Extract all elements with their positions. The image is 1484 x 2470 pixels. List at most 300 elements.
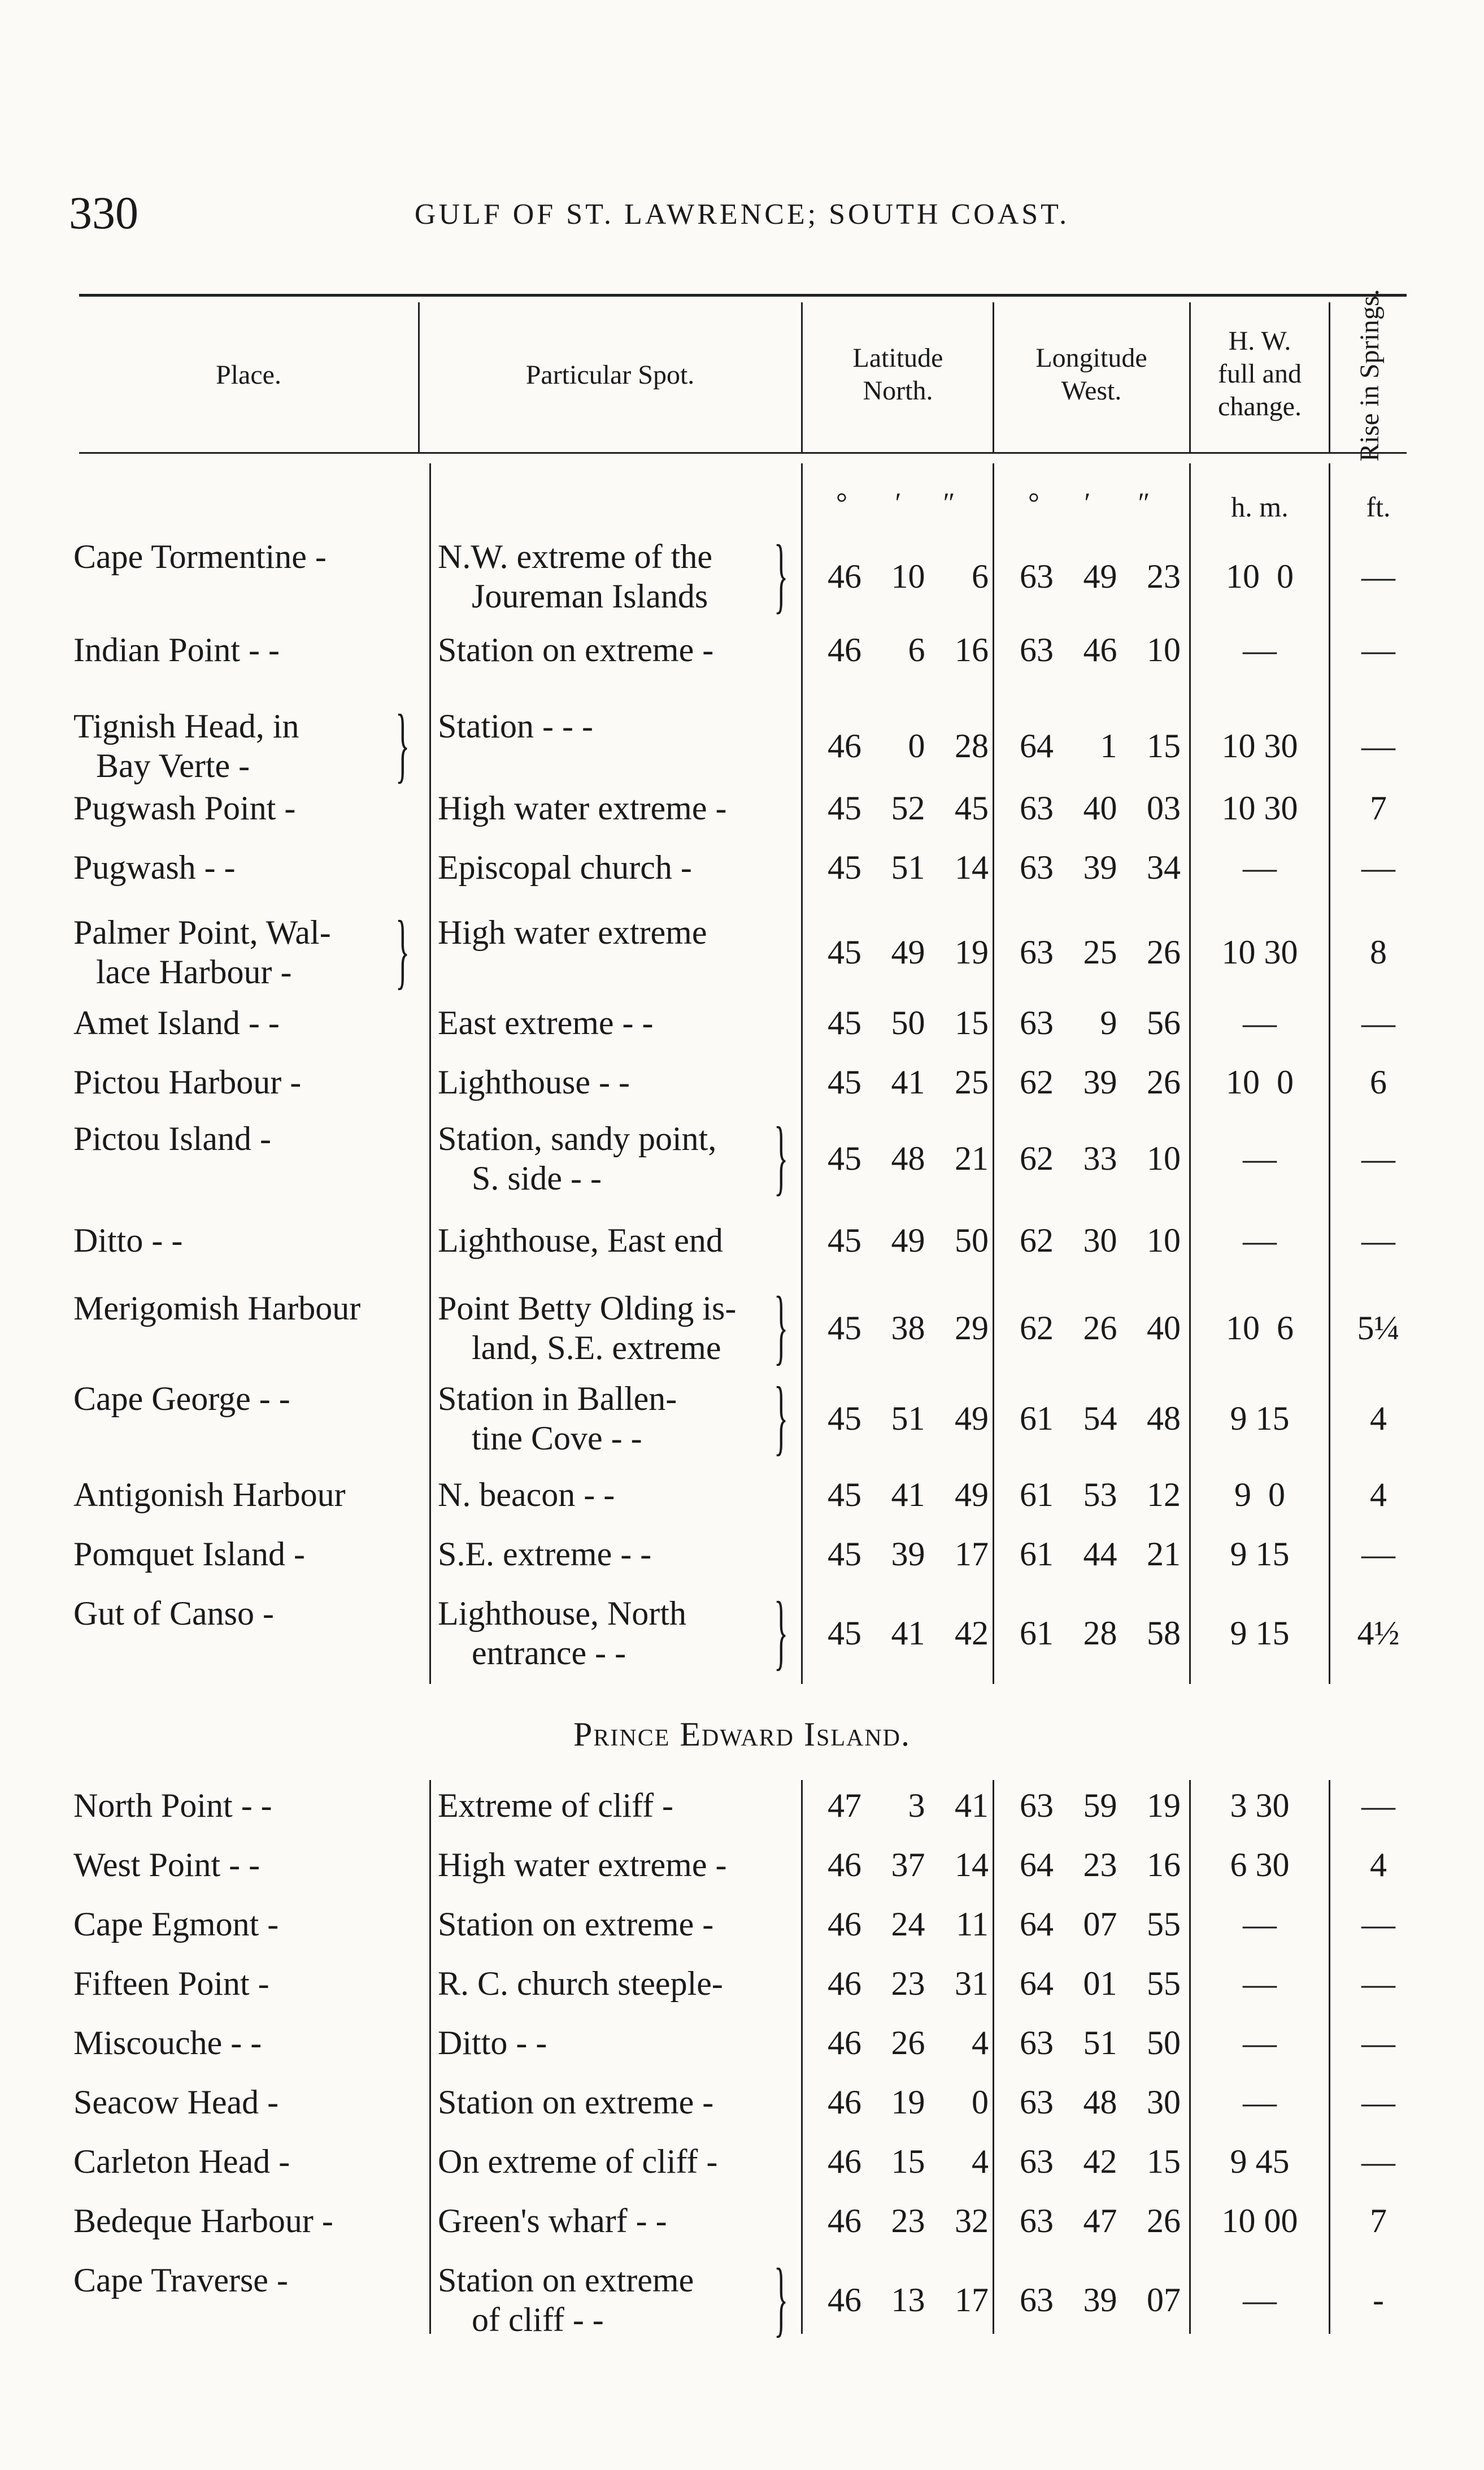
high-water-time: 10 0 xyxy=(1226,1063,1294,1101)
rise-in-springs: — xyxy=(1361,2143,1395,2180)
lat-deg: 46 xyxy=(828,631,861,668)
latitude xyxy=(808,1613,989,1653)
lon-min: 49 xyxy=(1083,558,1117,595)
col-divider xyxy=(993,463,994,1684)
longitude xyxy=(1000,1139,1181,1178)
lon-deg: 63 xyxy=(1020,2143,1054,2180)
rise-in-springs: — xyxy=(1361,631,1395,668)
lat-deg: 45 xyxy=(828,1476,861,1513)
longitude xyxy=(1000,2142,1181,2181)
lon-deg: 63 xyxy=(1020,2202,1054,2239)
longitude xyxy=(1000,1904,1181,1944)
longitude xyxy=(1000,932,1181,972)
lat-min: 41 xyxy=(891,1476,925,1513)
latitude xyxy=(808,932,989,972)
lon-min: 25 xyxy=(1083,934,1117,971)
particular-spot: N. beacon - - xyxy=(438,1476,615,1513)
particular-spot: Green's wharf - - xyxy=(438,2202,667,2239)
rise-in-springs: 4 xyxy=(1370,1400,1387,1437)
lon-min: 54 xyxy=(1083,1400,1117,1437)
lat-min: 0 xyxy=(908,727,925,765)
lat-sec: 6 xyxy=(972,558,989,595)
lat-deg: 46 xyxy=(828,2083,861,2121)
lon-sec: 03 xyxy=(1147,789,1181,827)
longitude xyxy=(1000,726,1181,766)
lon-deg: 64 xyxy=(1020,727,1054,765)
lon-sec: 10 xyxy=(1147,1222,1181,1259)
lon-sec: 15 xyxy=(1147,727,1181,765)
lat-sec: 14 xyxy=(955,849,989,886)
lat-deg: 46 xyxy=(828,2024,861,2061)
rise-in-springs: 7 xyxy=(1370,789,1387,827)
lat-min: 37 xyxy=(891,1846,925,1883)
high-water-time: 6 30 xyxy=(1230,1846,1290,1883)
longitude xyxy=(1000,2023,1181,2063)
lat-min: 26 xyxy=(891,2024,925,2061)
lon-deg: 62 xyxy=(1020,1063,1054,1101)
brace: } xyxy=(774,1585,789,1678)
particular-spot-cont: land, S.E. extreme xyxy=(472,1329,721,1366)
lat-sec: 49 xyxy=(955,1476,989,1513)
place-name: Miscouche - - xyxy=(73,2024,262,2061)
lon-min: 51 xyxy=(1083,2024,1117,2061)
high-water-time: — xyxy=(1243,2281,1277,2319)
high-water-time: — xyxy=(1243,631,1277,668)
latitude xyxy=(808,2023,989,2063)
latitude xyxy=(808,1308,989,1348)
longitude xyxy=(1000,1003,1181,1043)
lat-min: 50 xyxy=(891,1004,925,1041)
rise-in-springs: — xyxy=(1361,1222,1395,1259)
lat-sec: 25 xyxy=(955,1063,989,1101)
latitude xyxy=(808,1003,989,1043)
col-header-latitude: Latitude North. xyxy=(852,343,943,406)
lon-deg: 63 xyxy=(1020,2083,1054,2121)
high-water-time: — xyxy=(1243,1140,1277,1177)
lon-min: 28 xyxy=(1083,1614,1117,1652)
lon-sec: 48 xyxy=(1147,1400,1181,1437)
col-divider xyxy=(1189,1780,1191,2334)
high-water-time: 9 15 xyxy=(1230,1535,1290,1573)
col-divider xyxy=(1189,302,1191,452)
lon-deg: 63 xyxy=(1020,631,1054,668)
place-name: Palmer Point, Wal- xyxy=(73,914,331,951)
lat-sec: 32 xyxy=(955,2202,989,2239)
longitude xyxy=(1000,1613,1181,1653)
high-water-time: 3 30 xyxy=(1230,1787,1290,1824)
lat-deg: 45 xyxy=(828,1140,861,1177)
longitude xyxy=(1000,1964,1181,2003)
lat-deg: 46 xyxy=(828,2202,861,2239)
lat-deg: 45 xyxy=(828,1309,861,1347)
lat-deg: 46 xyxy=(828,1965,861,2002)
longitude xyxy=(1000,557,1181,596)
particular-spot: Station on extreme - xyxy=(438,2083,714,2121)
particular-spot: Lighthouse, North xyxy=(438,1595,686,1632)
lat-min: 24 xyxy=(891,1905,925,1943)
lat-min: 23 xyxy=(891,1965,925,2002)
high-water-time: 10 30 xyxy=(1221,934,1298,971)
lon-min: 40 xyxy=(1083,789,1117,827)
lat-sec: 17 xyxy=(955,2281,989,2319)
lon-deg: 63 xyxy=(1020,789,1054,827)
lon-sec: 23 xyxy=(1147,558,1181,595)
lon-sec: 07 xyxy=(1147,2281,1181,2319)
rise-in-springs: — xyxy=(1361,1965,1395,2002)
lon-sec: 15 xyxy=(1147,2143,1181,2180)
lat-min: 51 xyxy=(891,849,925,886)
lat-deg: 46 xyxy=(828,1846,861,1883)
lat-min: 15 xyxy=(891,2143,925,2180)
latitude xyxy=(808,726,989,766)
lat-sec: 15 xyxy=(955,1004,989,1041)
high-water-time: 9 0 xyxy=(1234,1476,1285,1513)
latitude xyxy=(808,1475,989,1514)
col-divider xyxy=(801,1780,803,2334)
lon-deg: 63 xyxy=(1020,2281,1054,2319)
lat-min: 41 xyxy=(891,1614,925,1652)
col-header-rise: Rise in Springs. xyxy=(1355,289,1385,462)
col-divider xyxy=(418,302,420,452)
place-name: Antigonish Harbour xyxy=(73,1476,346,1513)
place-name-cont: lace Harbour - xyxy=(96,953,292,991)
latitude xyxy=(808,2142,989,2181)
rise-in-springs: — xyxy=(1361,727,1395,765)
place-name: North Point - - xyxy=(73,1787,272,1824)
brace: } xyxy=(395,697,410,791)
brace: } xyxy=(774,1110,789,1204)
latitude xyxy=(808,1139,989,1178)
latitude xyxy=(808,557,989,596)
particular-spot: Lighthouse - - xyxy=(438,1063,630,1101)
rise-in-springs: 4½ xyxy=(1357,1614,1400,1652)
high-water-time: 9 45 xyxy=(1230,2143,1290,2180)
lat-deg: 47 xyxy=(828,1787,861,1824)
brace: } xyxy=(774,1370,789,1464)
longitude xyxy=(1000,1399,1181,1438)
particular-spot: Station in Ballen- xyxy=(438,1380,677,1417)
particular-spot-cont: of cliff - - xyxy=(472,2301,604,2338)
lat-sec: 11 xyxy=(956,1905,989,1943)
longitude xyxy=(1000,788,1181,828)
lat-min: 38 xyxy=(891,1309,925,1347)
lon-min: 44 xyxy=(1083,1535,1117,1573)
lat-sec: 4 xyxy=(972,2024,989,2061)
lat-deg: 45 xyxy=(828,849,861,886)
lat-sec: 19 xyxy=(955,934,989,971)
lon-min: 59 xyxy=(1083,1787,1117,1824)
lon-deg: 61 xyxy=(1020,1614,1054,1652)
unit-min: ′ xyxy=(895,487,902,518)
place-name: Pugwash Point - xyxy=(73,789,296,827)
high-water-time: 10 30 xyxy=(1221,727,1298,765)
lat-sec: 41 xyxy=(955,1787,989,1824)
longitude xyxy=(1000,1786,1181,1825)
lat-deg: 46 xyxy=(828,727,861,765)
rise-in-springs: 4 xyxy=(1370,1476,1387,1513)
particular-spot: On extreme of cliff - xyxy=(438,2143,718,2180)
col-header-longitude: Longitude West. xyxy=(1035,343,1147,406)
place-name: Merigomish Harbour xyxy=(73,1290,361,1327)
lon-deg: 63 xyxy=(1020,934,1054,971)
col-divider xyxy=(801,302,803,452)
rise-in-springs: 4 xyxy=(1370,1846,1387,1883)
brace: } xyxy=(774,528,789,622)
lon-sec: 40 xyxy=(1147,1309,1181,1347)
particular-spot: High water extreme xyxy=(438,914,707,951)
lat-sec: 4 xyxy=(972,2143,989,2180)
lat-min: 6 xyxy=(908,631,925,668)
latitude xyxy=(808,1221,989,1260)
place-name: Bedeque Harbour - xyxy=(73,2202,333,2239)
particular-spot: Station, sandy point, xyxy=(438,1120,717,1157)
high-water-time: — xyxy=(1243,1004,1277,1041)
particular-spot: High water extreme - xyxy=(438,789,727,827)
col-divider xyxy=(993,302,994,452)
rise-in-springs: 7 xyxy=(1370,2202,1387,2239)
lat-deg: 45 xyxy=(828,1063,861,1101)
lon-deg: 63 xyxy=(1020,1787,1054,1824)
lon-sec: 56 xyxy=(1147,1004,1181,1041)
latitude xyxy=(808,848,989,887)
rise-in-springs: 6 xyxy=(1370,1063,1387,1101)
longitude xyxy=(1000,2280,1181,2320)
high-water-time: — xyxy=(1243,1222,1277,1259)
lat-deg: 45 xyxy=(828,934,861,971)
lon-deg: 63 xyxy=(1020,849,1054,886)
lat-sec: 21 xyxy=(955,1140,989,1177)
lon-min: 1 xyxy=(1100,727,1117,765)
rise-in-springs: — xyxy=(1361,558,1395,595)
rise-in-springs: — xyxy=(1361,1535,1395,1573)
lon-sec: 34 xyxy=(1147,849,1181,886)
longitude xyxy=(1000,1062,1181,1102)
lon-min: 39 xyxy=(1083,849,1117,886)
lon-deg: 62 xyxy=(1020,1222,1054,1259)
lat-sec: 16 xyxy=(955,631,989,668)
unit-ft: ft. xyxy=(1366,491,1391,523)
lon-sec: 30 xyxy=(1147,2083,1181,2121)
particular-spot: Extreme of cliff - xyxy=(438,1787,674,1824)
lon-sec: 26 xyxy=(1147,934,1181,971)
rise-in-springs: — xyxy=(1361,2024,1395,2061)
latitude xyxy=(808,1964,989,2003)
lon-min: 42 xyxy=(1083,2143,1117,2180)
col-divider xyxy=(429,463,431,1684)
particular-spot: N.W. extreme of the xyxy=(438,538,712,575)
lon-sec: 26 xyxy=(1147,2202,1181,2239)
lat-min: 39 xyxy=(891,1535,925,1573)
unit-sec: ″ xyxy=(943,487,955,518)
rise-in-springs: - xyxy=(1373,2281,1384,2319)
place-name: Cape Traverse - xyxy=(73,2261,288,2299)
particular-spot-cont: S. side - - xyxy=(472,1160,602,1197)
lat-deg: 45 xyxy=(828,1222,861,1259)
particular-spot: Station on extreme xyxy=(438,2261,694,2299)
rise-in-springs: — xyxy=(1361,1140,1395,1177)
particular-spot: High water extreme - xyxy=(438,1846,727,1883)
lon-min: 33 xyxy=(1083,1140,1117,1177)
place-name: Pictou Harbour - xyxy=(73,1063,302,1101)
latitude xyxy=(808,1904,989,1944)
lon-sec: 10 xyxy=(1147,1140,1181,1177)
longitude xyxy=(1000,2082,1181,2122)
place-name: Pomquet Island - xyxy=(73,1535,305,1573)
lon-min: 9 xyxy=(1100,1004,1117,1041)
lat-min: 52 xyxy=(891,789,925,827)
high-water-time: 9 15 xyxy=(1230,1400,1290,1437)
rise-in-springs: — xyxy=(1361,849,1395,886)
place-name: Tignish Head, in xyxy=(73,707,299,745)
rise-in-springs: — xyxy=(1361,1905,1395,1943)
longitude xyxy=(1000,848,1181,887)
high-water-time: — xyxy=(1243,1905,1277,1943)
high-water-time: — xyxy=(1243,2024,1277,2061)
lat-deg: 45 xyxy=(828,789,861,827)
place-name: Gut of Canso - xyxy=(73,1595,274,1632)
lat-sec: 49 xyxy=(955,1400,989,1437)
longitude xyxy=(1000,1221,1181,1260)
lon-sec: 10 xyxy=(1147,631,1181,668)
lat-min: 51 xyxy=(891,1400,925,1437)
longitude xyxy=(1000,630,1181,670)
unit-min: ′ xyxy=(1084,487,1091,518)
rise-in-springs: — xyxy=(1361,2083,1395,2121)
rise-in-springs: 5¼ xyxy=(1357,1309,1400,1347)
high-water-time: — xyxy=(1243,849,1277,886)
lon-deg: 63 xyxy=(1020,558,1054,595)
lon-sec: 19 xyxy=(1147,1787,1181,1824)
lat-sec: 29 xyxy=(955,1309,989,1347)
col-header-place: Place. xyxy=(216,360,281,390)
col-divider xyxy=(1189,463,1191,1684)
col-divider xyxy=(1329,463,1330,1684)
lon-deg: 64 xyxy=(1020,1965,1054,2002)
lat-min: 13 xyxy=(891,2281,925,2319)
header-bottom-rule xyxy=(79,452,1407,454)
latitude xyxy=(808,2280,989,2320)
particular-spot-cont: tine Cove - - xyxy=(472,1420,642,1457)
latitude xyxy=(808,1399,989,1438)
lat-sec: 42 xyxy=(955,1614,989,1652)
lat-deg: 45 xyxy=(828,1535,861,1573)
lat-sec: 31 xyxy=(955,1965,989,2002)
latitude xyxy=(808,1845,989,1885)
place-name: Cape George - - xyxy=(73,1380,290,1417)
high-water-time: 9 15 xyxy=(1230,1614,1290,1652)
high-water-time: 10 6 xyxy=(1226,1309,1294,1347)
lon-sec: 21 xyxy=(1147,1535,1181,1573)
page-number: 330 xyxy=(69,187,138,238)
unit-deg: ° xyxy=(836,487,847,518)
lat-sec: 28 xyxy=(955,727,989,765)
lat-min: 23 xyxy=(891,2202,925,2239)
lat-deg: 45 xyxy=(828,1614,861,1652)
lat-deg: 45 xyxy=(828,1400,861,1437)
lon-min: 39 xyxy=(1083,1063,1117,1101)
lon-deg: 61 xyxy=(1020,1476,1054,1513)
rise-in-springs: — xyxy=(1361,1004,1395,1041)
latitude xyxy=(808,2201,989,2241)
particular-spot: Episcopal church - xyxy=(438,849,692,886)
lon-min: 30 xyxy=(1083,1222,1117,1259)
lat-deg: 46 xyxy=(828,2281,861,2319)
place-name: Fifteen Point - xyxy=(73,1965,269,2002)
lon-deg: 61 xyxy=(1020,1400,1054,1437)
lon-min: 23 xyxy=(1083,1846,1117,1883)
lat-min: 3 xyxy=(908,1787,925,1824)
col-divider xyxy=(993,1780,994,2334)
place-name: Indian Point - - xyxy=(73,631,280,668)
col-header-hw: H. W. full and change. xyxy=(1218,326,1302,422)
lon-min: 46 xyxy=(1083,631,1117,668)
section-title: Prince Edward Island. xyxy=(573,1716,911,1753)
lon-sec: 58 xyxy=(1147,1614,1181,1652)
latitude xyxy=(808,1534,989,1574)
place-name: Carleton Head - xyxy=(73,2143,290,2180)
particular-spot: Point Betty Olding is- xyxy=(438,1290,737,1327)
rise-in-springs: 8 xyxy=(1370,934,1387,971)
lon-deg: 61 xyxy=(1020,1535,1054,1573)
lon-min: 01 xyxy=(1083,1965,1117,2002)
longitude xyxy=(1000,2201,1181,2241)
table-top-rule xyxy=(79,294,1407,297)
lon-deg: 62 xyxy=(1020,1309,1054,1347)
lon-sec: 12 xyxy=(1147,1476,1181,1513)
lon-sec: 55 xyxy=(1147,1905,1181,1943)
lon-min: 48 xyxy=(1083,2083,1117,2121)
particular-spot-cont: entrance - - xyxy=(472,1634,626,1672)
lat-min: 41 xyxy=(891,1063,925,1101)
lon-deg: 63 xyxy=(1020,2024,1054,2061)
lat-sec: 50 xyxy=(955,1222,989,1259)
high-water-time: 10 30 xyxy=(1221,789,1298,827)
particular-spot: Station - - - xyxy=(438,707,593,745)
lon-min: 53 xyxy=(1083,1476,1117,1513)
lat-min: 48 xyxy=(891,1140,925,1177)
col-divider xyxy=(1329,1780,1330,2334)
particular-spot: Lighthouse, East end xyxy=(438,1222,723,1259)
longitude xyxy=(1000,1308,1181,1348)
place-name: Seacow Head - xyxy=(73,2083,279,2121)
lat-min: 49 xyxy=(891,934,925,971)
latitude xyxy=(808,788,989,828)
longitude xyxy=(1000,1534,1181,1574)
lat-deg: 45 xyxy=(828,1004,861,1041)
unit-hm: h. m. xyxy=(1231,491,1289,523)
lon-sec: 26 xyxy=(1147,1063,1181,1101)
latitude xyxy=(808,1786,989,1825)
particular-spot: R. C. church steeple- xyxy=(438,1965,723,2002)
place-name: Pictou Island - xyxy=(73,1120,271,1157)
running-title: GULF OF ST. LAWRENCE; SOUTH COAST. xyxy=(414,198,1070,231)
particular-spot: Station on extreme - xyxy=(438,631,714,668)
particular-spot: East extreme - - xyxy=(438,1004,654,1041)
high-water-time: 10 00 xyxy=(1221,2202,1298,2239)
lat-deg: 46 xyxy=(828,558,861,595)
lat-sec: 0 xyxy=(972,2083,989,2121)
lat-deg: 46 xyxy=(828,1905,861,1943)
lon-min: 47 xyxy=(1083,2202,1117,2239)
col-divider xyxy=(429,1780,431,2334)
lat-min: 49 xyxy=(891,1222,925,1259)
unit-sec: ″ xyxy=(1138,487,1150,518)
page-header xyxy=(0,186,1484,254)
lat-min: 10 xyxy=(891,558,925,595)
place-name: Cape Tormentine - xyxy=(73,538,327,575)
lon-sec: 55 xyxy=(1147,1965,1181,2002)
latitude xyxy=(808,630,989,670)
